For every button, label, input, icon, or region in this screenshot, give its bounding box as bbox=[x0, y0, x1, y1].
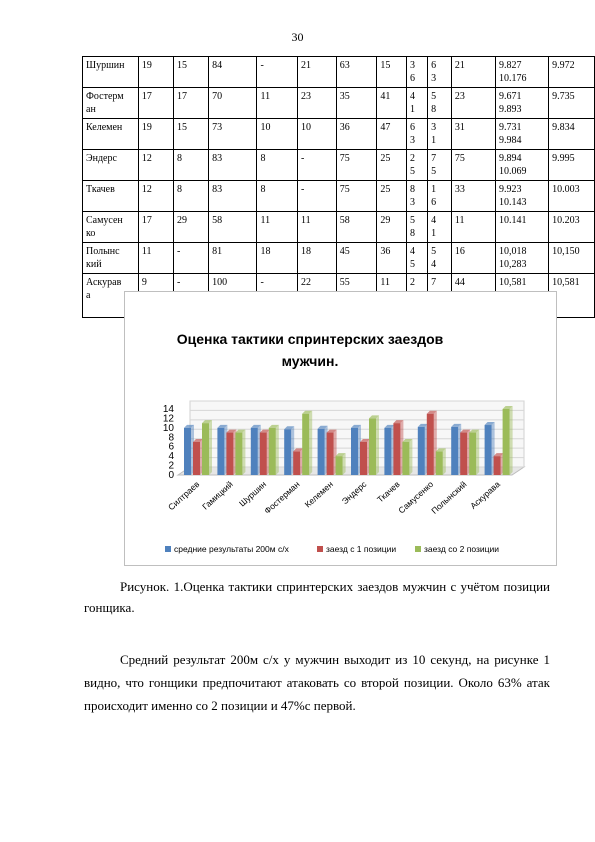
table-cell: 18 bbox=[298, 243, 337, 274]
table-cell: 3 1 bbox=[428, 119, 452, 150]
table-row bbox=[83, 243, 595, 274]
table-row bbox=[83, 119, 595, 150]
table-cell-name: Эндерс bbox=[83, 150, 139, 181]
table-cell: 22 bbox=[298, 274, 337, 318]
table-cell: 5 8 bbox=[428, 88, 452, 119]
table-cell: 70 bbox=[209, 88, 257, 119]
table-cell: 75 bbox=[336, 181, 377, 212]
y-tick-label: 4 bbox=[168, 451, 174, 463]
table-cell: 29 bbox=[377, 212, 407, 243]
table-cell: 55 bbox=[336, 274, 377, 318]
table-cell: 8 3 bbox=[407, 181, 428, 212]
bar bbox=[402, 442, 409, 475]
bar-side bbox=[443, 448, 446, 475]
table-cell: 15 bbox=[377, 57, 407, 88]
bar bbox=[226, 433, 233, 475]
table-cell: 9 bbox=[138, 274, 173, 318]
table-cell-name: Келемен bbox=[83, 119, 139, 150]
body-paragraph-text: Средний результат 200м с/х у мужчин выходит из 10 секунд, на рисунке 1 видно, что гонщики предпочитают атаковать со второй позиции. Около 63% атак происходит именно со 2 позиции и 47%с первой. bbox=[84, 652, 550, 713]
bar bbox=[251, 428, 258, 475]
table-cell-name: Полынс кий bbox=[83, 243, 139, 274]
table-cell: 9.894 10.069 bbox=[496, 150, 549, 181]
table-cell: - bbox=[257, 274, 298, 318]
bar-side bbox=[476, 430, 479, 475]
x-tick-label: Аскурава bbox=[468, 479, 502, 511]
table-cell: 7 bbox=[428, 274, 452, 318]
bar-chart bbox=[124, 291, 557, 566]
bar-side bbox=[209, 420, 212, 475]
table-cell: 11 bbox=[298, 212, 337, 243]
table-cell: 4 5 bbox=[407, 243, 428, 274]
table-cell: 23 bbox=[298, 88, 337, 119]
legend-label: средние результаты 200м с/х bbox=[174, 544, 289, 554]
table-cell: 23 bbox=[451, 88, 495, 119]
bar bbox=[451, 427, 458, 475]
results-table-body bbox=[83, 57, 595, 318]
bar bbox=[469, 433, 476, 475]
bar bbox=[369, 418, 376, 475]
table-cell: 2 5 bbox=[407, 150, 428, 181]
table-cell: 19 bbox=[138, 57, 173, 88]
table-cell: 5 8 bbox=[407, 212, 428, 243]
table-cell: 11 bbox=[138, 243, 173, 274]
table-cell: 75 bbox=[336, 150, 377, 181]
table-cell: 10,581 bbox=[549, 274, 595, 318]
table-cell: 1 6 bbox=[428, 181, 452, 212]
bar bbox=[360, 442, 367, 475]
table-cell: 21 bbox=[451, 57, 495, 88]
table-cell: 75 bbox=[451, 150, 495, 181]
table-cell: 8 bbox=[257, 150, 298, 181]
chart-y-axis-ticks bbox=[163, 404, 175, 481]
table-cell: 7 5 bbox=[428, 150, 452, 181]
bar bbox=[436, 451, 443, 475]
bar bbox=[427, 414, 434, 475]
x-tick-label: Эндерс bbox=[339, 479, 369, 507]
table-cell: 35 bbox=[336, 88, 377, 119]
body-paragraph bbox=[84, 648, 550, 717]
bar-side bbox=[409, 439, 412, 475]
table-cell: 11 bbox=[257, 88, 298, 119]
bar bbox=[293, 451, 300, 475]
bar-side bbox=[510, 406, 513, 475]
bar-side bbox=[376, 415, 379, 475]
legend-label: заезд с 1 позиции bbox=[326, 544, 397, 554]
table-cell: 9.923 10.143 bbox=[496, 181, 549, 212]
table-cell: 25 bbox=[377, 150, 407, 181]
table-cell: 12 bbox=[138, 150, 173, 181]
chart-title-line-1: Оценка тактики спринтерских заездов bbox=[176, 331, 444, 347]
table-cell: 19 bbox=[138, 119, 173, 150]
bar bbox=[503, 409, 510, 475]
y-tick-label: 8 bbox=[168, 432, 174, 444]
table-cell: 44 bbox=[451, 274, 495, 318]
table-cell: 10.003 bbox=[549, 181, 595, 212]
bar bbox=[327, 433, 334, 475]
figure-caption bbox=[84, 576, 550, 618]
table-cell: 15 bbox=[174, 57, 209, 88]
bar bbox=[418, 427, 425, 475]
table-cell-name: Аскурав а bbox=[83, 274, 139, 318]
table-cell: 63 bbox=[336, 57, 377, 88]
table-cell-name: Самусен ко bbox=[83, 212, 139, 243]
y-tick-label: 10 bbox=[162, 422, 174, 434]
table-cell: 12 bbox=[138, 181, 173, 212]
table-cell: 29 bbox=[174, 212, 209, 243]
table-cell: 100 bbox=[209, 274, 257, 318]
table-cell: 10 bbox=[257, 119, 298, 150]
bar bbox=[336, 456, 343, 475]
table-cell: 83 bbox=[209, 181, 257, 212]
table-cell: 21 bbox=[298, 57, 337, 88]
table-cell: 9.972 bbox=[549, 57, 595, 88]
legend-swatch bbox=[317, 546, 323, 552]
legend-label: заезд со 2 позиции bbox=[424, 544, 499, 554]
table-cell: 10 bbox=[298, 119, 337, 150]
table-cell: 9.834 bbox=[549, 119, 595, 150]
bar bbox=[485, 425, 492, 475]
table-cell: 45 bbox=[336, 243, 377, 274]
bar bbox=[494, 456, 501, 475]
x-tick-label: Полынский bbox=[429, 479, 469, 516]
table-cell: 3 6 bbox=[407, 57, 428, 88]
table-row bbox=[83, 212, 595, 243]
bar bbox=[460, 433, 467, 475]
bar bbox=[302, 414, 309, 475]
legend-swatch bbox=[165, 546, 171, 552]
x-tick-label: Келемен bbox=[302, 479, 335, 510]
table-cell: 11 bbox=[257, 212, 298, 243]
table-cell: 41 bbox=[377, 88, 407, 119]
table-cell: 36 bbox=[377, 243, 407, 274]
table-cell-name: Ткачев bbox=[83, 181, 139, 212]
table-cell: 31 bbox=[451, 119, 495, 150]
bar bbox=[202, 423, 209, 475]
table-cell: 33 bbox=[451, 181, 495, 212]
table-cell: 73 bbox=[209, 119, 257, 150]
x-tick-label: Шуршин bbox=[236, 479, 269, 509]
table-cell: 36 bbox=[336, 119, 377, 150]
x-tick-label: Силтраев bbox=[166, 479, 202, 513]
table-row bbox=[83, 57, 595, 88]
table-cell: 11 bbox=[451, 212, 495, 243]
table-row bbox=[83, 150, 595, 181]
bar-chart-svg bbox=[125, 292, 556, 565]
table-cell: 9.671 9.893 bbox=[496, 88, 549, 119]
table-cell: 9.995 bbox=[549, 150, 595, 181]
table-cell: 4 1 bbox=[428, 212, 452, 243]
table-row bbox=[83, 88, 595, 119]
table-cell: - bbox=[298, 181, 337, 212]
bar-side bbox=[242, 430, 245, 475]
table-cell: 9.731 9.984 bbox=[496, 119, 549, 150]
bar bbox=[260, 433, 267, 475]
y-tick-label: 0 bbox=[168, 470, 174, 481]
bar-side bbox=[343, 453, 346, 475]
table-cell: - bbox=[174, 243, 209, 274]
bar bbox=[193, 442, 200, 475]
figure-caption-text: Рисунок. 1.Оценка тактики спринтерских заездов мужчин с учётом позиции гонщика. bbox=[84, 579, 550, 615]
table-cell-name: Фостерм ан bbox=[83, 88, 139, 119]
y-tick-label: 6 bbox=[168, 441, 174, 453]
table-row bbox=[83, 181, 595, 212]
bar bbox=[318, 429, 325, 475]
chart-title-line-2: мужчин. bbox=[281, 353, 339, 369]
table-cell: 47 bbox=[377, 119, 407, 150]
bar bbox=[351, 428, 358, 475]
bar-side bbox=[276, 425, 279, 475]
table-cell: 10.203 bbox=[549, 212, 595, 243]
table-cell: - bbox=[257, 57, 298, 88]
table-cell: 17 bbox=[138, 88, 173, 119]
bar bbox=[393, 423, 400, 475]
table-cell: 17 bbox=[138, 212, 173, 243]
chart-legend bbox=[165, 544, 499, 554]
bar bbox=[217, 428, 224, 475]
table-cell: 6 3 bbox=[407, 119, 428, 150]
bar bbox=[269, 428, 276, 475]
y-tick-label: 2 bbox=[168, 460, 174, 472]
table-cell: 10,150 bbox=[549, 243, 595, 274]
table-cell: 11 bbox=[377, 274, 407, 318]
bar-side bbox=[309, 411, 312, 475]
y-tick-label: 12 bbox=[162, 413, 174, 425]
x-tick-label: Фостерман bbox=[262, 479, 302, 516]
table-cell: - bbox=[174, 274, 209, 318]
table-cell: 25 bbox=[377, 181, 407, 212]
results-table bbox=[82, 56, 595, 318]
table-cell: 10.141 bbox=[496, 212, 549, 243]
table-cell: 17 bbox=[174, 88, 209, 119]
table-cell: 84 bbox=[209, 57, 257, 88]
table-cell: 4 1 bbox=[407, 88, 428, 119]
table-cell: 6 3 bbox=[428, 57, 452, 88]
table-cell: 18 bbox=[257, 243, 298, 274]
table-cell: 8 bbox=[174, 181, 209, 212]
table-cell: 9.735 bbox=[549, 88, 595, 119]
table-cell: 10,581 bbox=[496, 274, 549, 318]
table-cell: 16 bbox=[451, 243, 495, 274]
table-cell: 81 bbox=[209, 243, 257, 274]
bar bbox=[235, 433, 242, 475]
table-cell: - bbox=[298, 150, 337, 181]
table-cell: 58 bbox=[336, 212, 377, 243]
legend-swatch bbox=[415, 546, 421, 552]
table-cell: 83 bbox=[209, 150, 257, 181]
x-tick-label: Самусенко bbox=[396, 479, 436, 516]
table-cell: 15 bbox=[174, 119, 209, 150]
page-number: 30 bbox=[291, 30, 304, 44]
table-cell: 5 4 bbox=[428, 243, 452, 274]
bar bbox=[284, 429, 291, 475]
x-tick-label: Гамицкий bbox=[200, 479, 235, 512]
y-tick-label: 14 bbox=[162, 404, 174, 415]
table-cell: 8 bbox=[257, 181, 298, 212]
table-cell: 10,018 10,283 bbox=[496, 243, 549, 274]
bar bbox=[384, 428, 391, 475]
table-cell: 58 bbox=[209, 212, 257, 243]
table-cell-name: Шуршин bbox=[83, 57, 139, 88]
table-cell: 8 bbox=[174, 150, 209, 181]
chart-x-axis-labels bbox=[166, 479, 502, 516]
x-tick-label: Ткачев bbox=[375, 479, 402, 505]
bar bbox=[184, 428, 191, 475]
table-cell: 2 bbox=[407, 274, 428, 318]
table-cell: 9.827 10.176 bbox=[496, 57, 549, 88]
